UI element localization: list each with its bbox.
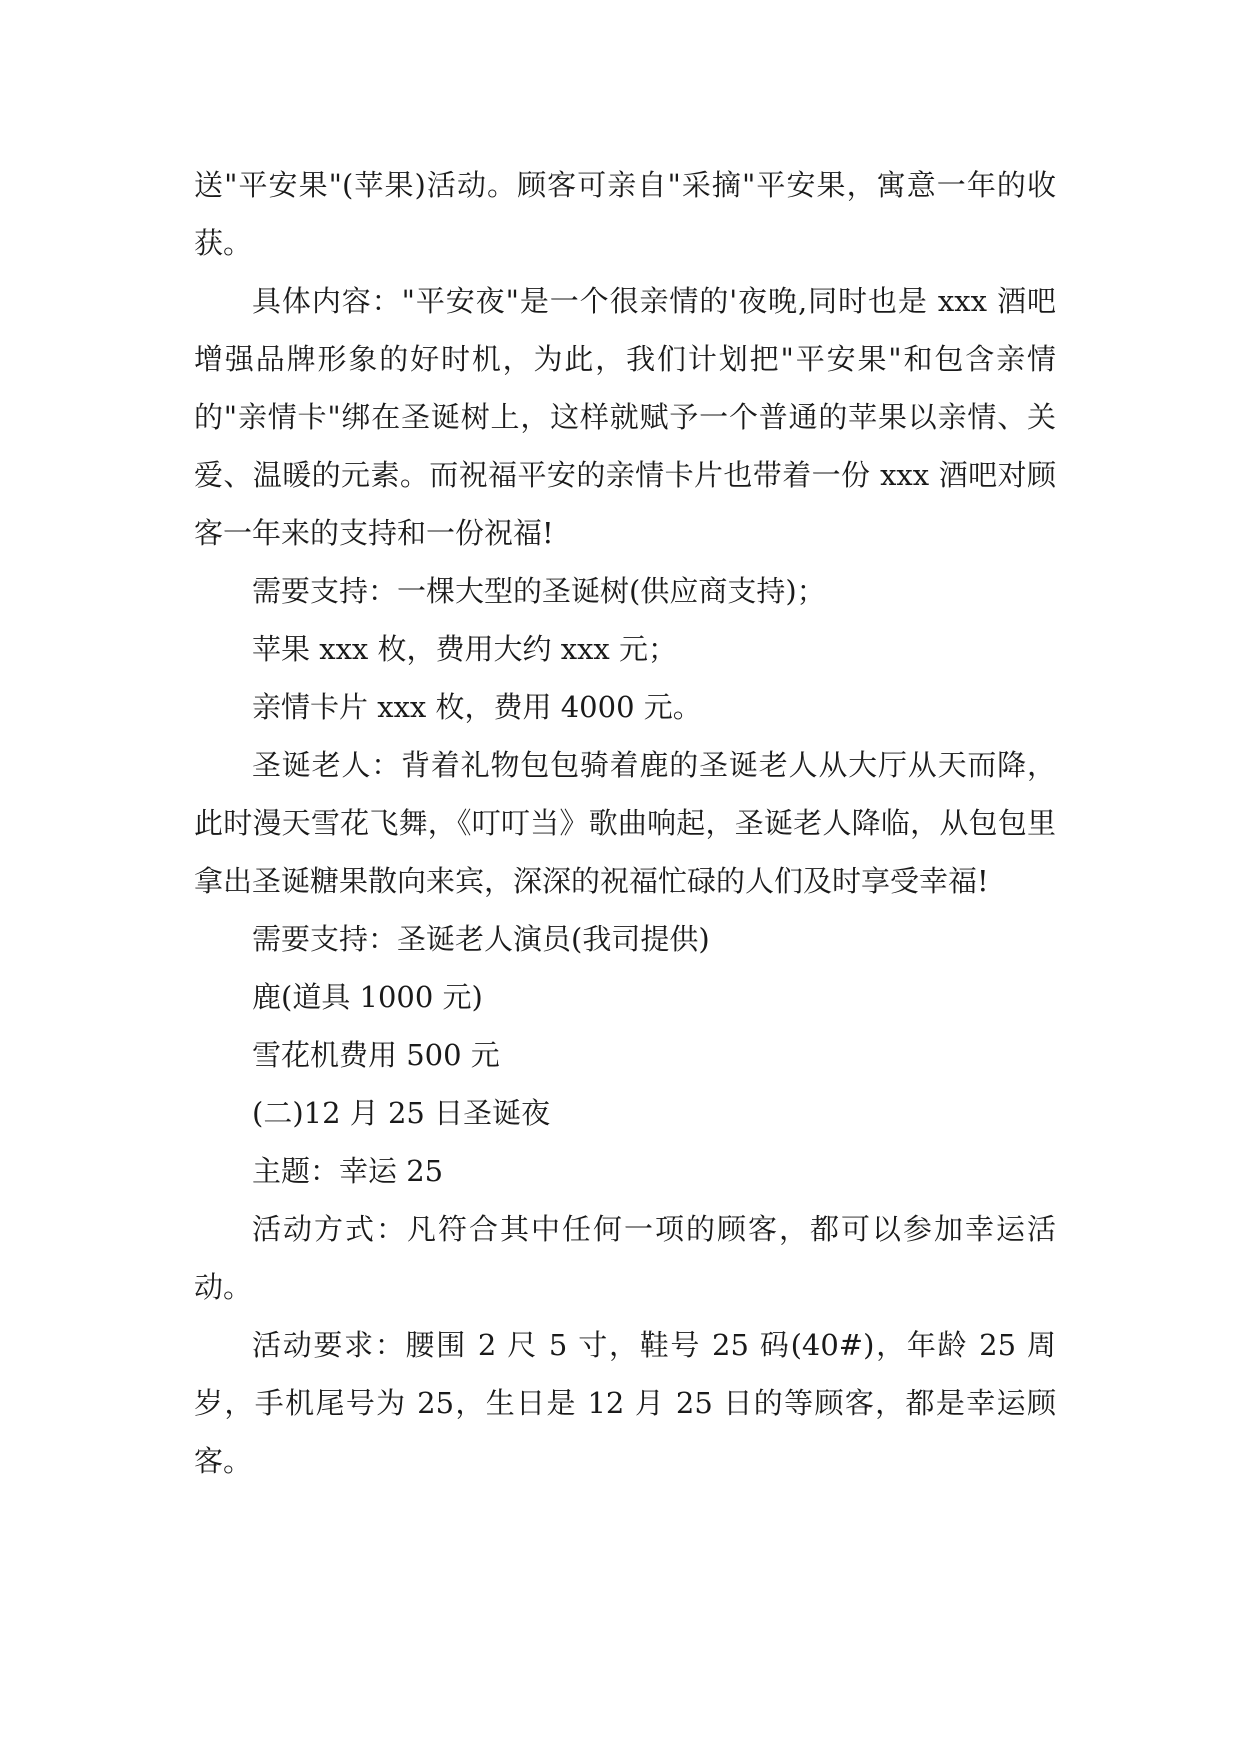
paragraph-activity-method: 活动方式：凡符合其中任何一项的顾客，都可以参加幸运活动。	[194, 1212, 1056, 1304]
section-heading: (二)12 月 25 日圣诞夜	[252, 1096, 551, 1130]
paragraph-cards: 亲情卡片 xxx 枚，费用 4000 元。	[252, 690, 702, 724]
paragraph-support-santa: 需要支持：圣诞老人演员(我司提供)	[252, 922, 710, 956]
paragraph-santa: 圣诞老人：背着礼物包包骑着鹿的圣诞老人从大厅从天而降，此时漫天雪花飞舞，《叮叮当》歌曲响起，圣诞老人降临，从包包里拿出圣诞糖果散向来宾，深深的祝福忙碌的人们及时享受幸福!	[194, 748, 1056, 898]
paragraph-deer: 鹿(道具 1000 元)	[252, 980, 483, 1014]
paragraph-details: 具体内容："平安夜"是一个很亲情的'夜晚,同时也是 xxx 酒吧增强品牌形象的好时机，为此，我们计划把"平安果"和包含亲情的"亲情卡"绑在圣诞树上，这样就赋予一个普通的苹果以亲情、关爱、温暖的元素。而祝福平安的亲情卡片也带着一份 xxx 酒吧对顾客一年来的支持和一份祝福!	[194, 284, 1056, 550]
paragraph-snow-machine: 雪花机费用 500 元	[252, 1038, 500, 1072]
paragraph-support-tree: 需要支持：一棵大型的圣诞树(供应商支持)；	[252, 574, 826, 608]
paragraph-continuation: 送"平安果"(苹果)活动。顾客可亲自"采摘"平安果，寓意一年的收获。	[194, 168, 1056, 260]
paragraph-activity-requirements: 活动要求：腰围 2 尺 5 寸，鞋号 25 码(40#)，年龄 25 周岁，手机尾号为 25，生日是 12 月 25 日的等顾客，都是幸运顾客。	[194, 1328, 1056, 1478]
paragraph-apples: 苹果 xxx 枚，费用大约 xxx 元；	[252, 632, 678, 666]
paragraph-theme: 主题：幸运 25	[252, 1154, 444, 1188]
document-body	[194, 156, 1056, 1490]
